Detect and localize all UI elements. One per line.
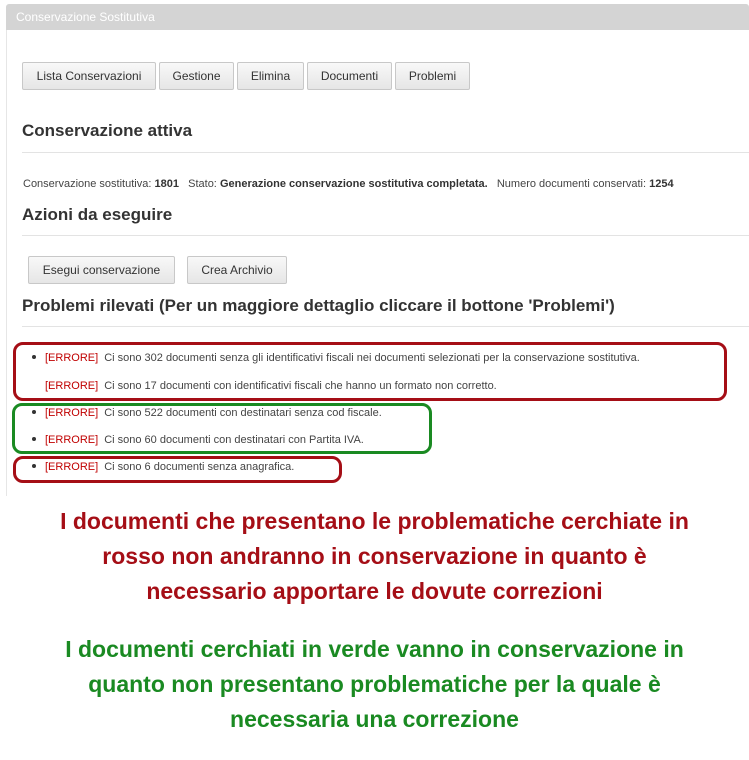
error-tag: [ERRORE]: [45, 352, 99, 364]
divider: [22, 235, 749, 236]
crea-archivio-button[interactable]: Crea Archivio: [187, 256, 287, 284]
red-highlight-ring: [13, 456, 342, 483]
problem-text: Ci sono 17 documenti con identificativi fiscali che hanno un formato non corretto.: [104, 380, 497, 392]
conservation-id-label: Conservazione sostitutiva:: [23, 178, 152, 190]
error-tag: [ERRORE]: [45, 380, 99, 392]
problems-section-title: Problemi rilevati (Per un maggiore dettaglio cliccare il bottone 'Problemi'): [22, 296, 615, 315]
active-section-title: Conservazione attiva: [22, 121, 193, 140]
divider: [22, 152, 749, 153]
green-highlight-ring: [12, 403, 432, 454]
problem-text: Ci sono 6 documenti senza anagrafica.: [104, 461, 295, 473]
caption-line: quanto non presentano problematiche per la quale è: [88, 671, 661, 697]
caption-line: rosso non andranno in conservazione in quanto è: [102, 543, 647, 569]
window-titlebar: [6, 4, 749, 30]
red-annotation-caption: [0, 504, 749, 609]
error-tag: [ERRORE]: [45, 407, 99, 419]
status-label: Stato:: [188, 178, 217, 190]
lista-conservazioni-button[interactable]: Lista Conservazioni: [22, 62, 156, 90]
window-title: Conservazione Sostitutiva: [16, 10, 155, 24]
problemi-button[interactable]: Problemi: [395, 62, 470, 90]
status-value: Generazione conservazione sostitutiva completata.: [219, 178, 488, 190]
esegui-conservazione-button[interactable]: Esegui conservazione: [28, 256, 175, 284]
doc-count-value: 1254: [649, 178, 674, 190]
panel-border: [6, 30, 7, 496]
green-annotation-caption: [0, 632, 749, 737]
gestione-button[interactable]: Gestione: [159, 62, 234, 90]
problem-text: Ci sono 302 documenti senza gli identificativi fiscali nei documenti selezionati per la conservazione sostitutiva.: [104, 352, 640, 364]
error-tag: [ERRORE]: [45, 434, 99, 446]
caption-line: necessario apportare le dovute correzioni: [146, 578, 603, 604]
problem-text: Ci sono 522 documenti con destinatari senza cod fiscale.: [104, 407, 382, 419]
doc-count-label: Numero documenti conservati:: [496, 178, 647, 190]
elimina-button[interactable]: Elimina: [237, 62, 304, 90]
red-highlight-ring: [13, 342, 727, 401]
conservation-info: [23, 178, 674, 190]
conservation-id-value: 1801: [154, 178, 179, 190]
caption-line: I documenti che presentano le problematiche cerchiate in: [60, 508, 689, 534]
documenti-button[interactable]: Documenti: [307, 62, 392, 90]
error-tag: [ERRORE]: [45, 461, 99, 473]
divider: [22, 326, 749, 327]
problem-text: Ci sono 60 documenti con destinatari con Partita IVA.: [104, 434, 364, 446]
actions-section-title: Azioni da eseguire: [22, 205, 173, 224]
caption-line: I documenti cerchiati in verde vanno in conservazione in: [65, 636, 684, 662]
caption-line: necessaria una correzione: [230, 706, 519, 732]
